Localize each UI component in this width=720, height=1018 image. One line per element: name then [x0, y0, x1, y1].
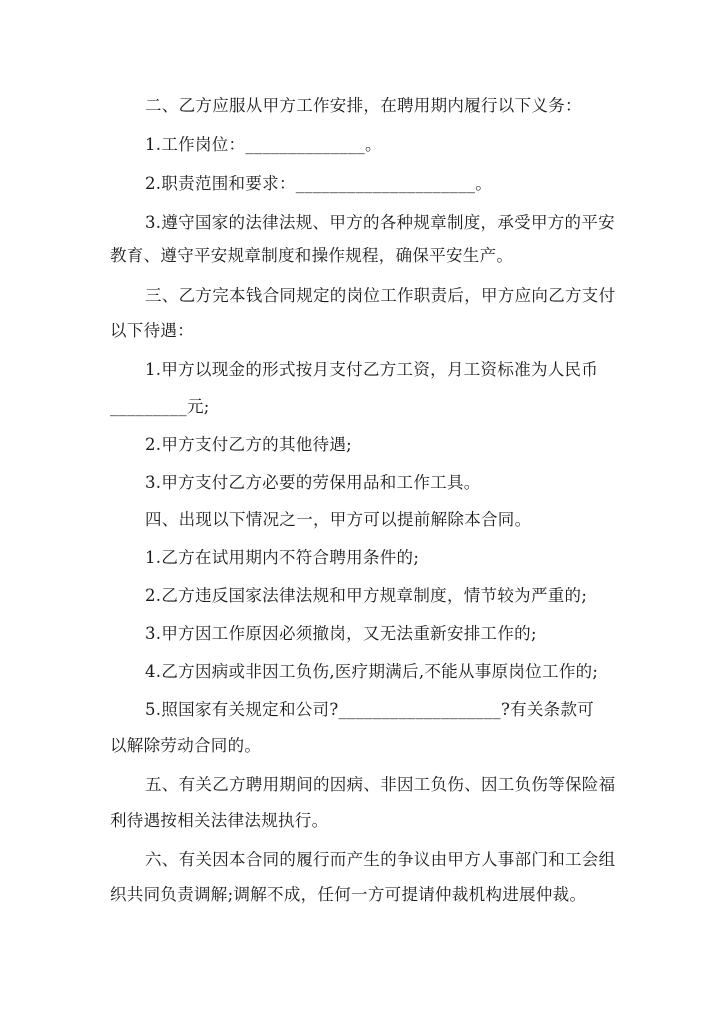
clause-2-heading: 二、乙方应服从甲方工作安排，在聘用期内履行以下义务：	[145, 96, 582, 115]
clause-4-item-5: 5.照国家有关规定和公司?___________________?有关条款可	[145, 700, 595, 719]
clause-4-item-3: 3.甲方因工作原因必须撤岗，又无法重新安排工作的;	[145, 624, 537, 643]
clause-5-heading: 五、有关乙方聘用期间的因病、非因工负伤、因工负伤等保险福	[145, 775, 616, 794]
clause-2-item-3: 3.遵守国家的法律法规、甲方的各种规章制度，承受甲方的平安	[145, 213, 615, 232]
clause-6-heading-cont: 织共同负责调解;调解不成，任何一方可提请仲裁机构进展仲裁。	[110, 885, 587, 904]
clause-4-item-2: 2.乙方违反国家法律法规和甲方规章制度，情节较为严重的;	[145, 586, 588, 605]
clause-3-heading: 三、乙方完本钱合同规定的岗位工作职责后，甲方应向乙方支付	[145, 286, 616, 305]
clause-3-item-1: 1.甲方以现金的形式按月支付乙方工资，月工资标准为人民币	[145, 360, 599, 379]
clause-4-item-1: 1.乙方在试用期内不符合聘用条件的;	[145, 548, 420, 567]
clause-3-item-3: 3.甲方支付乙方必要的劳保用品和工作工具。	[145, 473, 481, 492]
clause-3-item-2: 2.甲方支付乙方的其他待遇;	[145, 435, 353, 454]
clause-2-item-3-cont: 教育、遵守平安规章制度和操作规程，确保平安生产。	[110, 246, 514, 265]
clause-4-item-5-cont: 以解除劳动合同的。	[110, 736, 262, 755]
clause-3-item-1-cont: _________元;	[110, 397, 210, 416]
clause-2-item-2: 2.职责范围和要求：_____________________。	[145, 174, 493, 193]
clause-3-heading-cont: 以下待遇：	[110, 321, 194, 340]
clause-5-heading-cont: 利待遇按相关法律法规执行。	[110, 811, 329, 830]
clause-4-heading: 四、出现以下情况之一，甲方可以提前解除本合同。	[145, 510, 532, 529]
clause-4-item-4: 4.乙方因病或非因工负伤,医疗期满后,不能从事原岗位工作的;	[145, 662, 599, 681]
clause-2-item-1: 1.工作岗位：______________。	[145, 135, 382, 154]
clause-6-heading: 六、有关因本合同的履行而产生的争议由甲方人事部门和工会组	[145, 850, 616, 869]
